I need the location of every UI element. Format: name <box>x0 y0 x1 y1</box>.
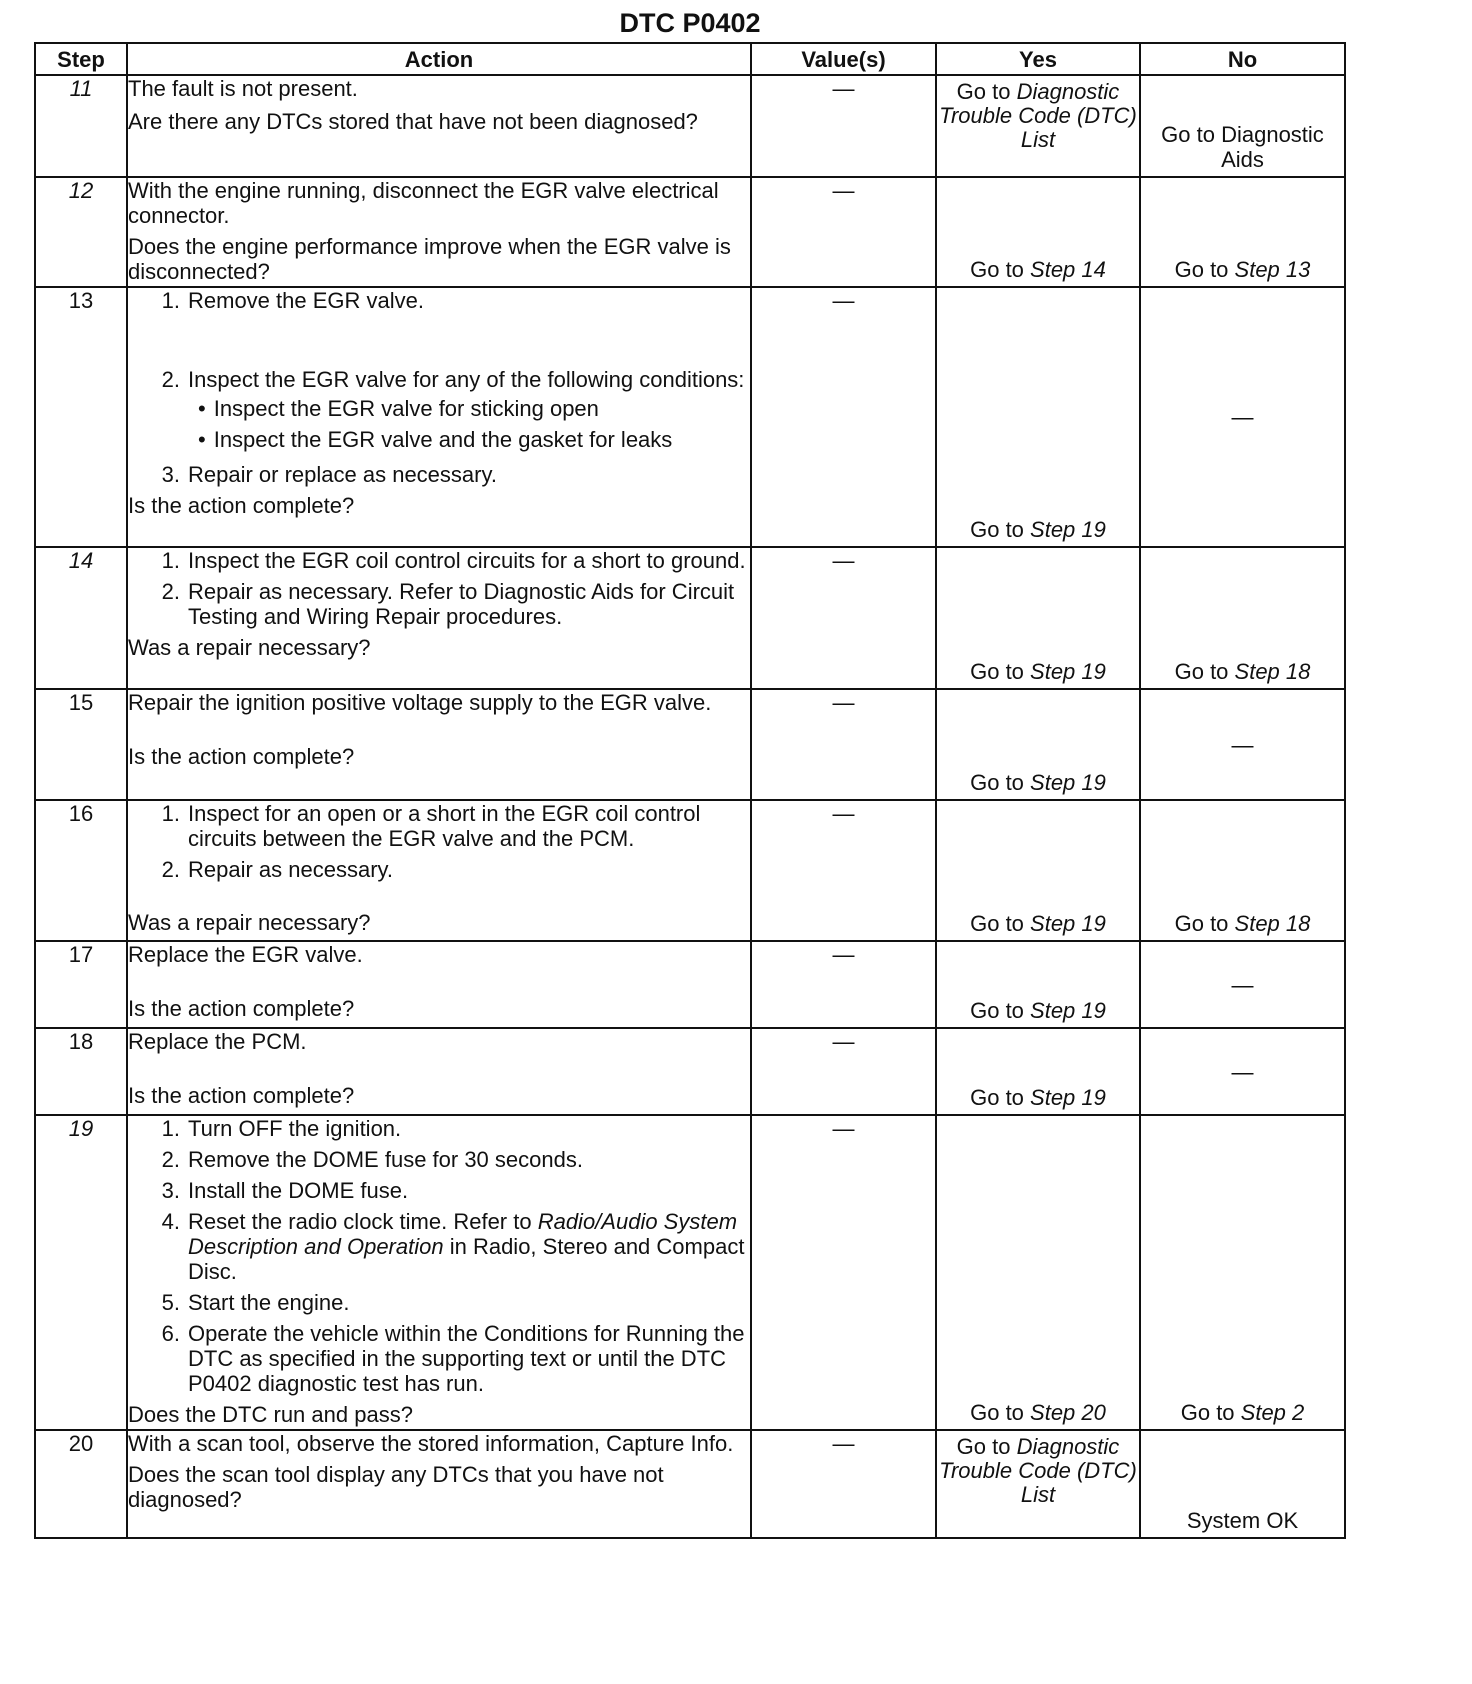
no-cell <box>1140 75 1345 177</box>
no-value: — <box>1231 1059 1254 1084</box>
yes-cell <box>936 1028 1140 1115</box>
no-cell <box>1140 547 1345 689</box>
step-number: 18 <box>35 1028 127 1115</box>
yes-cell <box>936 547 1140 689</box>
action-steps: 1. Remove the EGR valve. 2. Inspect the EGR valve for any of the following conditions: • Inspect the EGR valve for sticking open • Inspect the EGR valve and the gasket for leaks 3. Repair or replace as necessary. <box>161 288 745 487</box>
table-row <box>35 1430 1345 1538</box>
action-question: Is the action complete? <box>128 744 355 769</box>
table-row <box>35 800 1345 941</box>
action-cell <box>127 287 751 547</box>
value-cell: — <box>751 1115 936 1430</box>
action-cell <box>127 1028 751 1115</box>
action-question: Was a repair necessary? <box>128 910 371 935</box>
step-number: 16 <box>35 800 127 941</box>
no-cell <box>1140 689 1345 800</box>
action-steps: 1. Turn OFF the ignition. 2. Remove the DOME fuse for 30 seconds. 3. Install the DOME fuse. 4. Reset the radio clock time. Refer to Radio/Audio System Description and Operation in Radio, Stereo and Compact Disc. 5. Start the engine. 6. Operate the vehicle within the Conditions for Running the DTC as specified in the supporting text or until the DTC P0402 diagnostic test has run. <box>161 1116 745 1396</box>
header-step: Step <box>35 43 127 75</box>
action-text: Replace the EGR valve. <box>128 942 363 967</box>
no-value: — <box>1231 404 1254 430</box>
action-text: With the engine running, disconnect the EGR valve electrical connector. <box>128 178 719 228</box>
no-cell <box>1140 177 1345 287</box>
action-question: Is the action complete? <box>128 996 355 1021</box>
table-row <box>35 177 1345 287</box>
no-cell <box>1140 1115 1345 1430</box>
table-row <box>35 941 1345 1028</box>
action-text: The fault is not present. <box>128 76 358 101</box>
table-header-row <box>35 43 1345 75</box>
yes-cell <box>936 689 1140 800</box>
action-cell <box>127 1430 751 1538</box>
no-cell <box>1140 1028 1345 1115</box>
no-link[interactable]: Go to Step 18 <box>1174 911 1311 936</box>
no-value: — <box>1231 732 1254 757</box>
action-cell <box>127 800 751 941</box>
action-cell <box>127 1115 751 1430</box>
table-row <box>35 689 1345 800</box>
no-link[interactable]: Go to Step 18 <box>1174 659 1311 684</box>
no-link[interactable]: Go to Step 13 <box>1174 257 1311 282</box>
yes-link[interactable]: Go to Step 19 <box>970 770 1106 795</box>
yes-cell <box>936 75 1140 177</box>
yes-link[interactable]: Go to Step 20 <box>970 1400 1106 1425</box>
action-question: Does the scan tool display any DTCs that you have not diagnosed? <box>128 1462 664 1512</box>
step-number: 20 <box>35 1430 127 1538</box>
value-cell: — <box>751 800 936 941</box>
yes-link[interactable]: Go to Diagnostic Trouble Code (DTC) List <box>939 79 1137 152</box>
action-text: With a scan tool, observe the stored information, Capture Info. <box>128 1431 734 1456</box>
yes-link[interactable]: Go to Step 19 <box>970 517 1106 542</box>
step-number: 15 <box>35 689 127 800</box>
header-yes: Yes <box>936 43 1140 75</box>
value-cell: — <box>751 1028 936 1115</box>
no-link[interactable]: Go to Step 2 <box>1180 1400 1305 1425</box>
table-row <box>35 1115 1345 1430</box>
action-question: Are there any DTCs stored that have not been diagnosed? <box>128 109 698 134</box>
action-question: Is the action complete? <box>128 1083 355 1108</box>
step-number: 17 <box>35 941 127 1028</box>
yes-link[interactable]: Go to Step 19 <box>970 659 1106 684</box>
table-row <box>35 75 1345 177</box>
no-cell <box>1140 1430 1345 1538</box>
header-values: Value(s) <box>751 43 936 75</box>
action-steps: 1. Inspect for an open or a short in the EGR coil control circuits between the EGR valve and the PCM. 2. Repair as necessary. <box>161 801 701 882</box>
no-value: — <box>1231 972 1254 997</box>
yes-link[interactable]: Go to Step 19 <box>970 998 1106 1023</box>
header-action: Action <box>127 43 751 75</box>
no-value: System OK <box>1186 1508 1299 1533</box>
action-cell <box>127 689 751 800</box>
action-text: Replace the PCM. <box>128 1029 307 1054</box>
action-question: Does the engine performance improve when the EGR valve is disconnected? <box>128 234 731 284</box>
step-number: 13 <box>35 287 127 547</box>
action-cell <box>127 547 751 689</box>
dtc-table <box>34 42 1346 1539</box>
yes-link[interactable]: Go to Diagnostic Trouble Code (DTC) List <box>939 1434 1137 1507</box>
action-cell <box>127 75 751 177</box>
header-no: No <box>1140 43 1345 75</box>
action-cell <box>127 177 751 287</box>
no-cell <box>1140 287 1345 547</box>
yes-cell <box>936 1115 1140 1430</box>
value-cell: — <box>751 75 936 177</box>
value-cell: — <box>751 1430 936 1538</box>
yes-link[interactable]: Go to Step 19 <box>970 911 1106 936</box>
yes-cell <box>936 800 1140 941</box>
yes-cell <box>936 177 1140 287</box>
no-cell <box>1140 941 1345 1028</box>
value-cell: — <box>751 287 936 547</box>
value-cell: — <box>751 941 936 1028</box>
yes-link[interactable]: Go to Step 19 <box>970 1085 1106 1110</box>
table-row <box>35 1028 1345 1115</box>
no-link[interactable]: Go to Diagnostic Aids <box>1161 122 1324 172</box>
yes-link[interactable]: Go to Step 14 <box>970 257 1106 282</box>
action-question: Does the DTC run and pass? <box>128 1402 413 1427</box>
value-cell: — <box>751 177 936 287</box>
step-number: 11 <box>35 75 127 177</box>
no-cell <box>1140 800 1345 941</box>
table-row <box>35 547 1345 689</box>
action-question: Is the action complete? <box>128 493 355 518</box>
table-row <box>35 287 1345 547</box>
value-cell: — <box>751 547 936 689</box>
yes-cell <box>936 1430 1140 1538</box>
action-text: Repair the ignition positive voltage supply to the EGR valve. <box>128 690 712 715</box>
yes-cell <box>936 287 1140 547</box>
value-cell: — <box>751 689 936 800</box>
action-cell <box>127 941 751 1028</box>
step-number: 19 <box>35 1115 127 1430</box>
yes-cell <box>936 941 1140 1028</box>
action-question: Was a repair necessary? <box>128 635 371 660</box>
step-number: 12 <box>35 177 127 287</box>
step-number: 14 <box>35 547 127 689</box>
action-steps: 1. Inspect the EGR coil control circuits for a short to ground. 2. Repair as necessary. Refer to Diagnostic Aids for Circuit Testing and Wiring Repair procedures. <box>161 548 746 629</box>
page-title: DTC P0402 <box>619 8 761 38</box>
